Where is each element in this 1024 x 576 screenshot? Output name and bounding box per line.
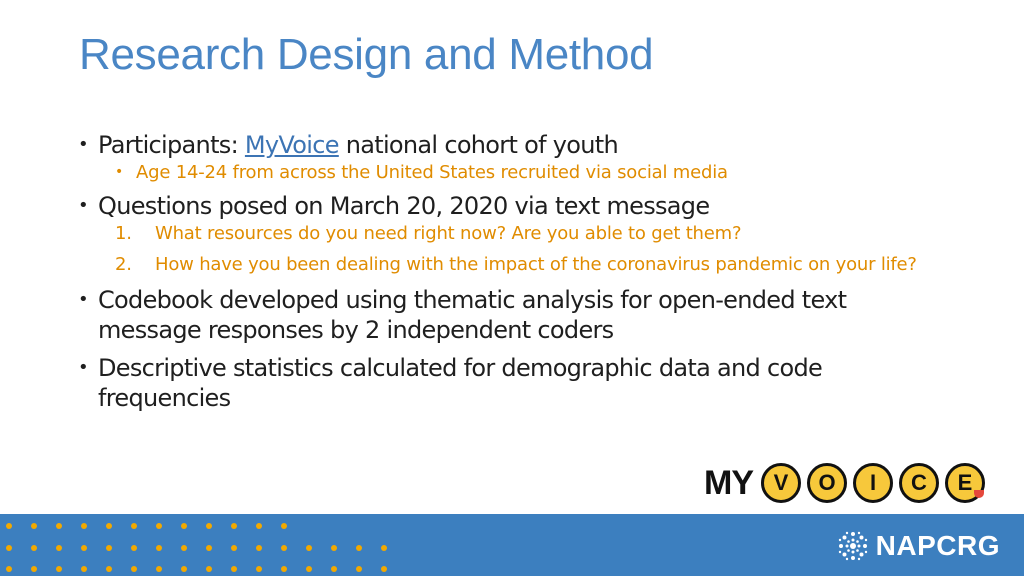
dot-icon	[106, 545, 112, 551]
sub-bullet-age: • Age 14-24 from across the United States recruited via social media	[78, 160, 958, 185]
dot-icon	[331, 566, 337, 572]
dot-icon	[306, 545, 312, 551]
dot-icon	[81, 545, 87, 551]
dot-icon	[181, 523, 187, 529]
face-e-letter: E	[957, 470, 973, 495]
dot-icon	[331, 545, 337, 551]
dot-icon	[206, 566, 212, 572]
footer-bar	[0, 514, 1024, 576]
bullet-participants	[78, 130, 958, 160]
question-1-number: 1.	[115, 223, 132, 244]
slide-title: Research Design and Method	[79, 30, 654, 79]
dot-icon	[231, 523, 237, 529]
face-i-icon	[853, 463, 893, 503]
face-v-icon	[761, 463, 801, 503]
face-i-letter: I	[869, 470, 877, 495]
dot-icon	[156, 523, 162, 529]
myvoice-link[interactable]: MyVoice	[244, 131, 339, 159]
napcrg-logo	[836, 530, 1000, 562]
bullet-questions: • Questions posed on March 20, 2020 via text message	[78, 191, 958, 221]
face-e-icon	[945, 463, 985, 503]
dot-icon	[256, 523, 262, 529]
participants-prefix: Participants:	[98, 131, 245, 159]
question-2	[78, 252, 1015, 277]
dot-icon	[281, 523, 287, 529]
dot-icon	[156, 566, 162, 572]
face-o-icon	[807, 463, 847, 503]
face-c-icon	[899, 463, 939, 503]
dot-icon	[131, 545, 137, 551]
dot-icon	[381, 545, 387, 551]
dot-icon	[281, 545, 287, 551]
dot-icon	[56, 545, 62, 551]
dot-icon	[31, 545, 37, 551]
face-c-letter: C	[911, 470, 927, 495]
question-1	[78, 221, 958, 246]
napcrg-text: NAPCRG	[875, 530, 1000, 561]
napcrg-burst-icon	[836, 529, 870, 563]
dot-icon	[31, 523, 37, 529]
dot-icon	[231, 545, 237, 551]
bullet-list	[78, 130, 958, 413]
dot-icon	[81, 566, 87, 572]
dot-icon	[231, 566, 237, 572]
dot-icon	[131, 523, 137, 529]
tongue-icon	[974, 490, 984, 498]
dot-icon	[181, 545, 187, 551]
participants-suffix: national cohort of youth	[338, 131, 618, 159]
question-2-number: 2.	[115, 254, 132, 275]
dot-icon	[356, 566, 362, 572]
logo-my-text: MY	[704, 463, 753, 502]
face-o-letter: O	[818, 470, 836, 495]
dot-icon	[6, 566, 12, 572]
dot-icon	[31, 566, 37, 572]
dot-icon	[156, 545, 162, 551]
dot-icon	[256, 545, 262, 551]
dot-icon	[81, 523, 87, 529]
dot-icon	[106, 566, 112, 572]
dot-icon	[6, 545, 12, 551]
face-v-letter: V	[773, 470, 789, 495]
dot-icon	[306, 566, 312, 572]
question-2-text: How have you been dealing with the impact of the coronavirus pandemic on your life?	[155, 254, 917, 275]
dot-icon	[281, 566, 287, 572]
dot-icon	[206, 545, 212, 551]
question-1-text: What resources do you need right now? Are you able to get them?	[155, 223, 742, 244]
bullet-descriptive: • Descriptive statistics calculated for demographic data and code frequencies	[78, 353, 938, 413]
dot-icon	[206, 523, 212, 529]
dot-icon	[131, 566, 137, 572]
dot-icon	[181, 566, 187, 572]
dot-icon	[256, 566, 262, 572]
dot-icon	[356, 545, 362, 551]
myvoice-logo	[704, 460, 985, 506]
dot-icon	[56, 523, 62, 529]
bullet-codebook: • Codebook developed using thematic analysis for open-ended text message responses by 2 independent coders	[78, 285, 938, 345]
dot-icon	[6, 523, 12, 529]
dot-icon	[106, 523, 112, 529]
dot-icon	[381, 566, 387, 572]
dot-icon	[56, 566, 62, 572]
